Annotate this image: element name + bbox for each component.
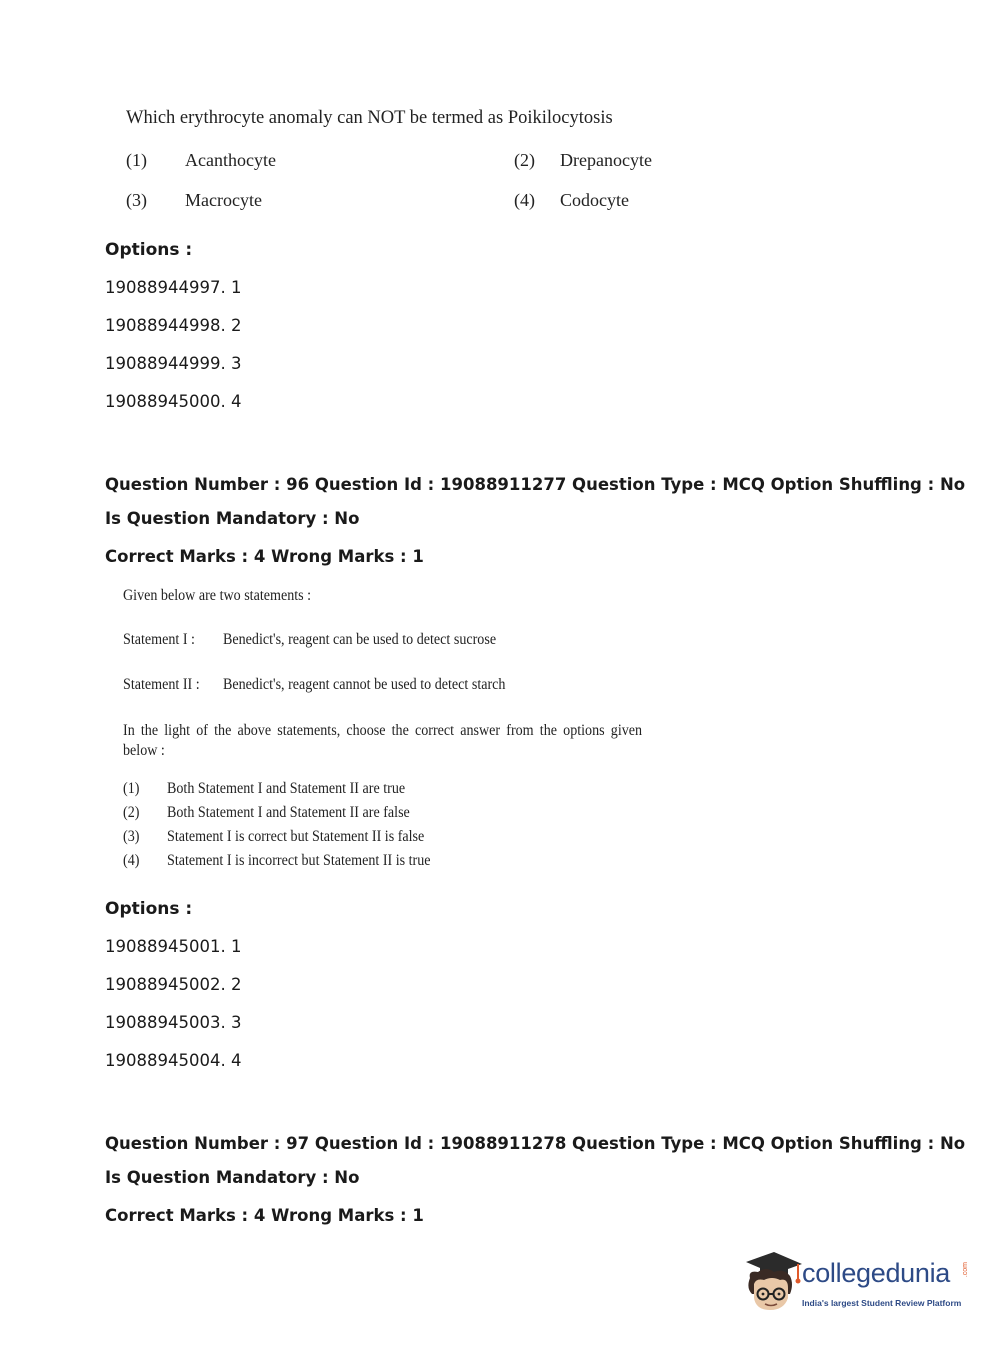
q96-choice-3-num: (3) <box>123 828 140 845</box>
q96-choice-4-num: (4) <box>123 852 140 869</box>
q95-option-4: 19088945000. 4 <box>105 392 242 411</box>
q95-choice-4-num: (4) <box>514 190 535 210</box>
mascot-icon <box>740 1248 804 1320</box>
q96-mandatory: Is Question Mandatory : No <box>105 509 360 528</box>
logo-wordmark: collegedunia <box>802 1258 951 1288</box>
q96-statement1-label: Statement I : <box>123 631 195 648</box>
q97-header: Question Number : 97 Question Id : 19088911278 Question Type : MCQ Option Shuffling : No <box>105 1134 966 1153</box>
q95-options-label: Options : <box>105 240 193 260</box>
q96-choice-4-text: Statement I is incorrect but Statement II is true <box>167 852 431 869</box>
q96-statement1: Benedict's, reagent can be used to detect sucrose <box>223 631 497 648</box>
q96-option-3: 19088945003. 3 <box>105 1013 242 1032</box>
q96-choice-1-num: (1) <box>123 780 140 797</box>
q95-stem: Which erythrocyte anomaly can NOT be termed as Poikilocytosis <box>126 108 613 128</box>
q95-option-1: 19088944997. 1 <box>105 278 242 297</box>
q95-choice-1-num: (1) <box>126 150 147 170</box>
q95-option-2: 19088944998. 2 <box>105 316 242 335</box>
q96-statement2: Benedict's, reagent cannot be used to detect starch <box>223 676 506 693</box>
q96-choice-2-num: (2) <box>123 804 140 821</box>
q96-statement2-label: Statement II : <box>123 676 200 693</box>
q95-option-3: 19088944999. 3 <box>105 354 242 373</box>
q97-marks: Correct Marks : 4 Wrong Marks : 1 <box>105 1206 424 1225</box>
q95-choice-2-num: (2) <box>514 150 535 170</box>
q95-choice-3-num: (3) <box>126 190 147 210</box>
q96-instruction-line2: below : <box>123 742 165 759</box>
q96-choice-2-text: Both Statement I and Statement II are false <box>167 804 410 821</box>
q96-options-label: Options : <box>105 899 193 919</box>
q96-choice-1-text: Both Statement I and Statement II are true <box>167 780 406 797</box>
q97-mandatory: Is Question Mandatory : No <box>105 1168 360 1187</box>
q96-option-2: 19088945002. 2 <box>105 975 242 994</box>
q95-choice-2-text: Drepanocyte <box>560 150 652 170</box>
logo-tagline: India's largest Student Review Platform <box>802 1298 962 1308</box>
q96-header: Question Number : 96 Question Id : 19088911277 Question Type : MCQ Option Shuffling : No <box>105 475 966 494</box>
q96-option-1: 19088945001. 1 <box>105 937 242 956</box>
logo-suffix: .com <box>962 1262 969 1278</box>
q96-intro: Given below are two statements : <box>123 587 312 604</box>
q95-choice-3-text: Macrocyte <box>185 190 262 210</box>
q96-option-4: 19088945004. 4 <box>105 1051 242 1070</box>
q96-instruction-line1: In the light of the above statements, choose the correct answer from the options given <box>123 722 643 739</box>
collegedunia-logo <box>740 1248 970 1320</box>
q96-marks: Correct Marks : 4 Wrong Marks : 1 <box>105 547 424 566</box>
q96-choice-3-text: Statement I is correct but Statement II is false <box>167 828 425 845</box>
q95-choice-4-text: Codocyte <box>560 190 629 210</box>
q95-choice-1-text: Acanthocyte <box>185 150 276 170</box>
